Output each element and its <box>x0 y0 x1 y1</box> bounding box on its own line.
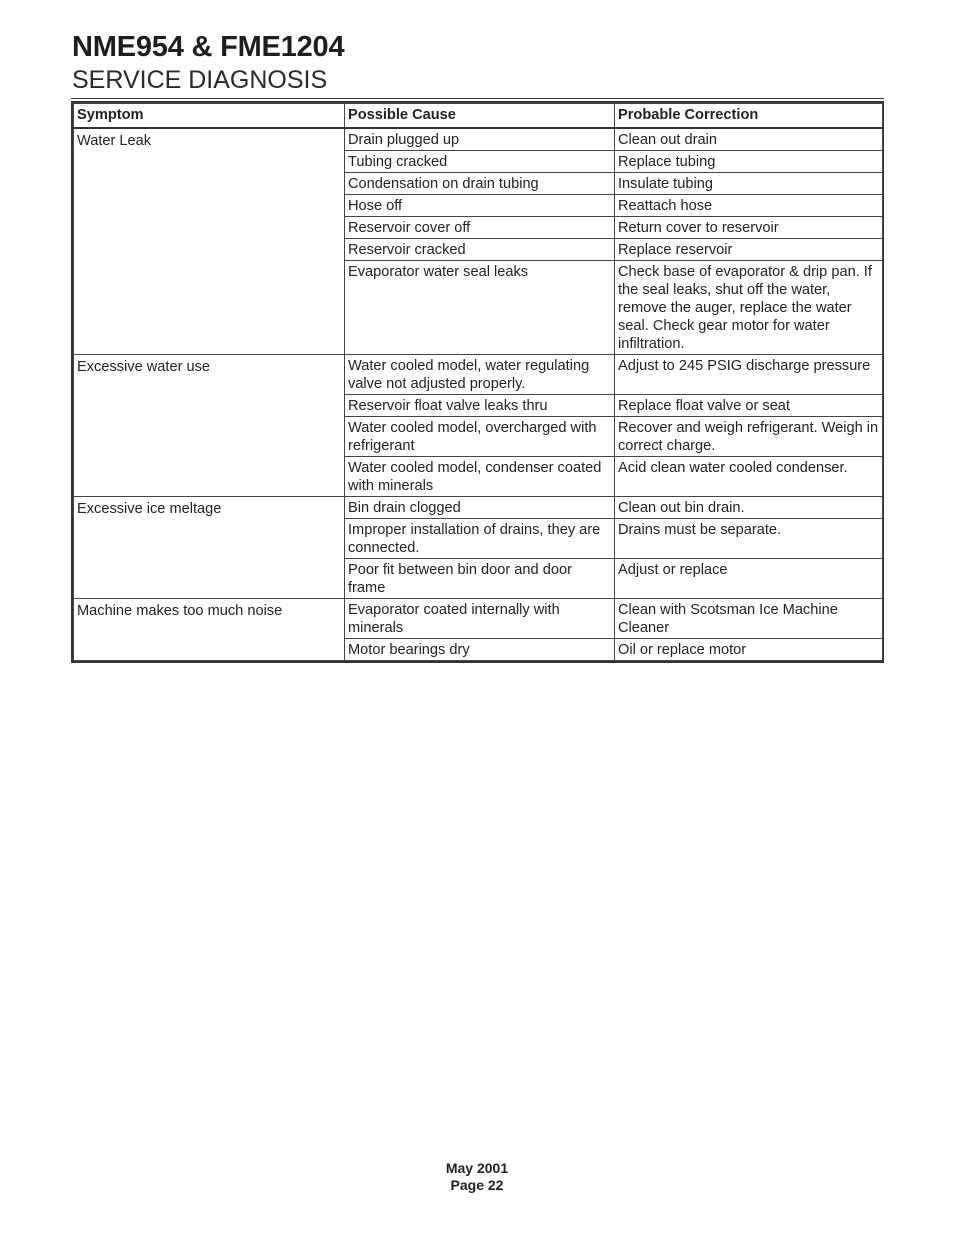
column-header-symptom: Symptom <box>74 104 345 129</box>
correction-cell: Acid clean water cooled condenser. <box>615 457 883 497</box>
section-title: SERVICE DIAGNOSIS <box>72 66 328 94</box>
cause-cell: Condensation on drain tubing <box>345 173 615 195</box>
symptom-cell: Water Leak <box>74 128 345 355</box>
correction-cell: Clean with Scotsman Ice Machine Cleaner <box>615 599 883 639</box>
cause-cell: Bin drain clogged <box>345 497 615 519</box>
correction-cell: Insulate tubing <box>615 173 883 195</box>
table-row <box>74 599 883 639</box>
correction-cell: Reattach hose <box>615 195 883 217</box>
cause-cell: Poor fit between bin door and door frame <box>345 559 615 599</box>
cause-cell: Reservoir float valve leaks thru <box>345 395 615 417</box>
cause-cell: Water cooled model, condenser coated with minerals <box>345 457 615 497</box>
cause-cell: Evaporator water seal leaks <box>345 261 615 355</box>
table-row <box>74 128 883 151</box>
correction-cell: Return cover to reservoir <box>615 217 883 239</box>
table-header-row <box>74 104 883 129</box>
correction-cell: Clean out drain <box>615 128 883 151</box>
correction-cell: Drains must be separate. <box>615 519 883 559</box>
service-diagnosis-table-frame <box>71 101 884 663</box>
cause-cell: Reservoir cover off <box>345 217 615 239</box>
cause-cell: Reservoir cracked <box>345 239 615 261</box>
column-header-probable-correction: Probable Correction <box>615 104 883 129</box>
correction-cell: Replace float valve or seat <box>615 395 883 417</box>
cause-cell: Tubing cracked <box>345 151 615 173</box>
cause-cell: Improper installation of drains, they are connected. <box>345 519 615 559</box>
cause-cell: Motor bearings dry <box>345 639 615 661</box>
symptom-cell: Machine makes too much noise <box>74 599 345 661</box>
column-header-possible-cause: Possible Cause <box>345 104 615 129</box>
page-footer <box>0 1160 954 1194</box>
cause-cell: Water cooled model, water regulating valve not adjusted properly. <box>345 355 615 395</box>
correction-cell: Check base of evaporator & drip pan. If the seal leaks, shut off the water, remove the auger, replace the water seal. Check gear motor for water infiltration. <box>615 261 883 355</box>
correction-cell: Oil or replace motor <box>615 639 883 661</box>
table-row <box>74 355 883 395</box>
correction-cell: Replace tubing <box>615 151 883 173</box>
correction-cell: Adjust to 245 PSIG discharge pressure <box>615 355 883 395</box>
cause-cell: Water cooled model, overcharged with refrigerant <box>345 417 615 457</box>
correction-cell: Adjust or replace <box>615 559 883 599</box>
footer-page-number: Page 22 <box>450 1177 504 1193</box>
correction-cell: Replace reservoir <box>615 239 883 261</box>
header-rule <box>71 98 884 99</box>
correction-cell: Recover and weigh refrigerant. Weigh in correct charge. <box>615 417 883 457</box>
service-diagnosis-table <box>73 103 883 661</box>
cause-cell: Hose off <box>345 195 615 217</box>
correction-cell: Clean out bin drain. <box>615 497 883 519</box>
symptom-cell: Excessive water use <box>74 355 345 497</box>
table-row <box>74 497 883 519</box>
page-title: NME954 & FME1204 <box>72 31 345 63</box>
cause-cell: Evaporator coated internally with minerals <box>345 599 615 639</box>
footer-date: May 2001 <box>445 1160 509 1176</box>
cause-cell: Drain plugged up <box>345 128 615 151</box>
symptom-cell: Excessive ice meltage <box>74 497 345 599</box>
